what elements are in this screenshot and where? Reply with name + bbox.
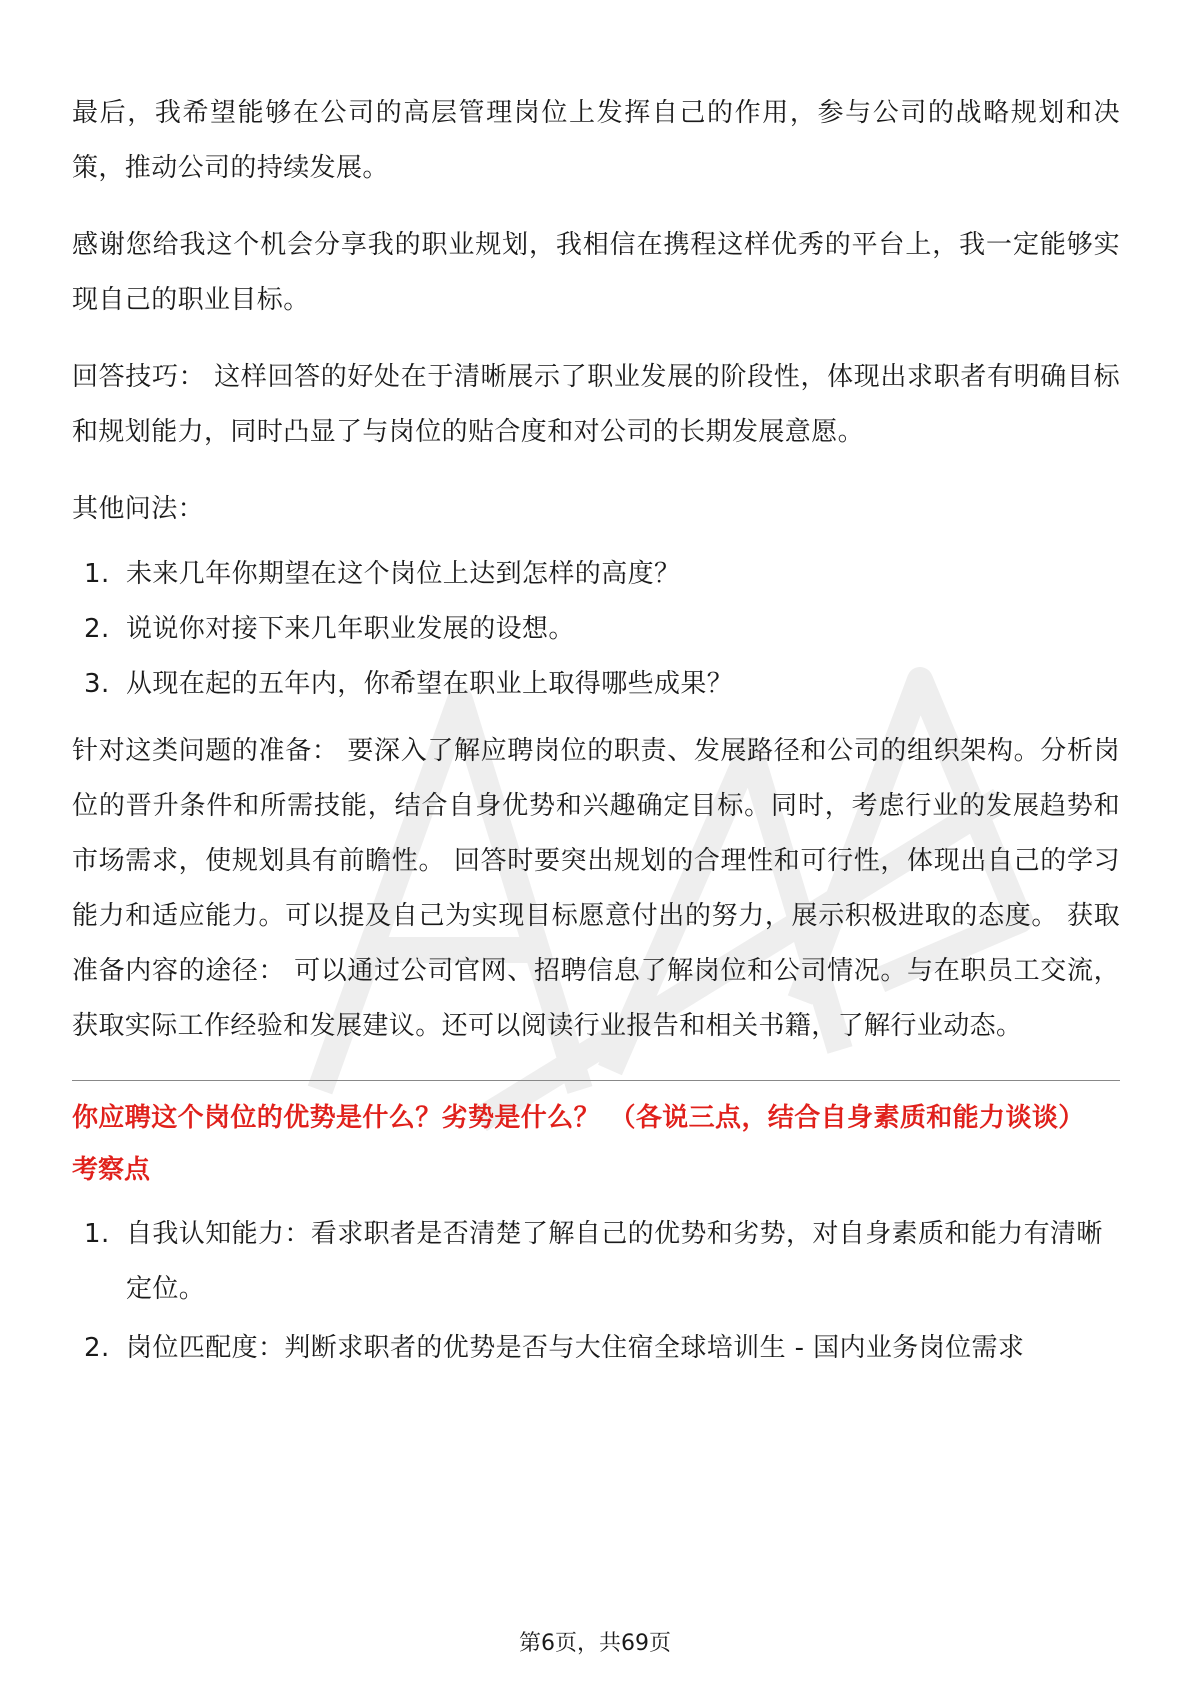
content-area bbox=[72, 86, 1120, 1380]
paragraph-preparation: 针对这类问题的准备： 要深入了解应聘岗位的职责、发展路径和公司的组织架构。分析岗位的晋升条件和所需技能，结合自身优势和兴趣确定目标。同时，考虑行业的发展趋势和市场需求，使规划具有前瞻性。 回答时要突出规划的合理性和可行性，体现出自己的学习能力和适应能力。可以提及自己为实现目标愿意付出的努力，展示积极进取的态度。 获取准备内容的途径： 可以通过公司官网、招聘信息了解岗位和公司情况。与在职员工交流，获取实际工作经验和发展建议。还可以阅读行业报告和相关书籍，了解行业动态。 bbox=[72, 736, 1120, 1041]
list-item-text: 从现在起的五年内，你希望在职业上取得哪些成果？ bbox=[126, 669, 734, 699]
list-item-text: 未来几年你期望在这个岗位上达到怎样的高度？ bbox=[126, 559, 681, 589]
page-number-footer: 第6页，共69页 bbox=[519, 1631, 671, 1656]
list-item-number: 2. bbox=[84, 1333, 110, 1363]
paragraph-goal: 最后，我希望能够在公司的高层管理岗位上发挥自己的作用，参与公司的战略规划和决策，推动公司的持续发展。 bbox=[72, 98, 1120, 183]
other-questions-list bbox=[72, 547, 1120, 712]
list-item-number: 2. bbox=[84, 614, 110, 644]
list-item-text: 自我认知能力：看求职者是否清楚了解自己的优势和劣势，对自身素质和能力有清晰定位。 bbox=[126, 1219, 1103, 1304]
section-divider bbox=[72, 1080, 1120, 1081]
list-item-text: 岗位匹配度：判断求职者的优势是否与大住宿全球培训生 - 国内业务岗位需求 bbox=[126, 1333, 1025, 1363]
paragraph-thanks: 感谢您给我这个机会分享我的职业规划，我相信在携程这样优秀的平台上，我一定能够实现自己的职业目标。 bbox=[72, 230, 1120, 315]
assessment-points-list bbox=[72, 1207, 1120, 1376]
list-item-number: 3. bbox=[84, 669, 110, 699]
list-item bbox=[72, 1207, 1120, 1317]
other-questions-label: 其他问法： bbox=[72, 494, 205, 524]
list-item-text: 说说你对接下来几年职业发展的设想。 bbox=[126, 614, 575, 644]
section-heading: 你应聘这个岗位的优势是什么？劣势是什么？ （各说三点，结合自身素质和能力谈谈） bbox=[72, 1103, 1085, 1133]
list-item bbox=[72, 602, 1120, 657]
list-item bbox=[72, 547, 1120, 602]
list-item-number: 1. bbox=[84, 559, 110, 589]
list-item bbox=[72, 1321, 1120, 1376]
list-item bbox=[72, 657, 1120, 712]
paragraph-answer-tips: 回答技巧： 这样回答的好处在于清晰展示了职业发展的阶段性，体现出求职者有明确目标和规划能力，同时凸显了与岗位的贴合度和对公司的长期发展意愿。 bbox=[72, 362, 1120, 447]
list-item-number: 1. bbox=[84, 1219, 110, 1249]
section-sub-heading: 考察点 bbox=[72, 1155, 151, 1185]
